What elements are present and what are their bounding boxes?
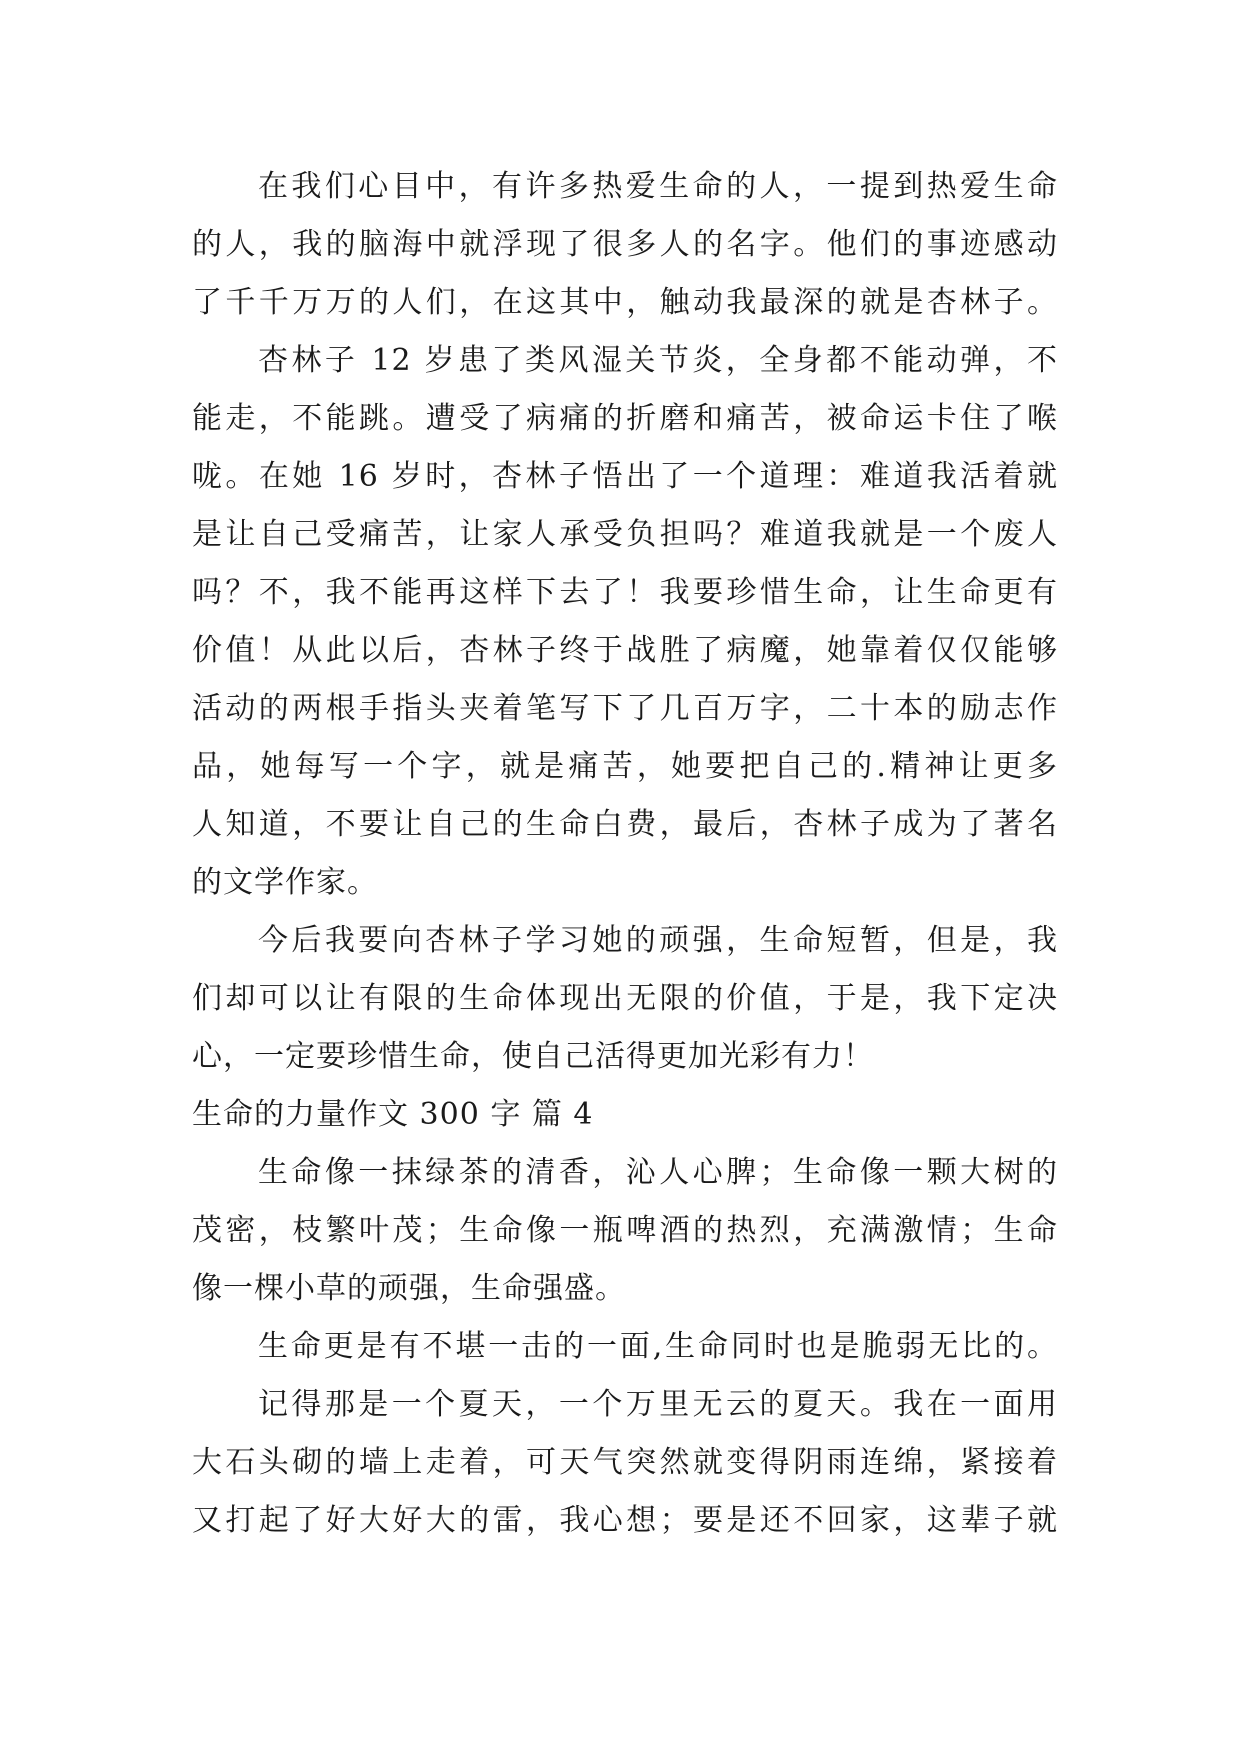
text-line: 生命像一抹绿茶的清香，沁人心脾；生命像一颗大树的 bbox=[258, 1155, 1058, 1190]
text-line: 像一棵小草的顽强，生命强盛。 bbox=[192, 1271, 626, 1306]
text-line: 咙。在她 16 岁时，杏林子悟出了一个道理：难道我活着就 bbox=[192, 459, 1058, 494]
document-body bbox=[192, 158, 1058, 1550]
text-line: 了千千万万的人们，在这其中，触动我最深的就是杏林子。 bbox=[192, 285, 1058, 320]
text-line: 吗？不，我不能再这样下去了！我要珍惜生命，让生命更有 bbox=[192, 575, 1058, 610]
text-line: 价值！从此以后，杏林子终于战胜了病魔，她靠着仅仅能够 bbox=[192, 633, 1058, 668]
text-line: 今后我要向杏林子学习她的顽强，生命短暂，但是，我 bbox=[258, 923, 1058, 958]
text-line: 茂密，枝繁叶茂；生命像一瓶啤酒的热烈，充满激情；生命 bbox=[192, 1213, 1058, 1248]
text-line: 记得那是一个夏天，一个万里无云的夏天。我在一面用 bbox=[258, 1387, 1058, 1422]
text-line: 生命更是有不堪一击的一面,生命同时也是脆弱无比的。 bbox=[258, 1329, 1058, 1364]
text-line: 是让自己受痛苦，让家人承受负担吗？难道我就是一个废人 bbox=[192, 517, 1058, 552]
text-line: 又打起了好大好大的雷，我心想；要是还不回家，这辈子就 bbox=[192, 1503, 1058, 1538]
text-line: 们却可以让有限的生命体现出无限的价值，于是，我下定决 bbox=[192, 981, 1058, 1016]
text-line: 活动的两根手指头夹着笔写下了几百万字，二十本的励志作 bbox=[192, 691, 1058, 726]
text-line: 能走，不能跳。遭受了病痛的折磨和痛苦，被命运卡住了喉 bbox=[192, 401, 1058, 436]
text-line: 的人，我的脑海中就浮现了很多人的名字。他们的事迹感动 bbox=[192, 227, 1058, 262]
text-line: 大石头砌的墙上走着，可天气突然就变得阴雨连绵，紧接着 bbox=[192, 1445, 1058, 1480]
text-line: 杏林子 12 岁患了类风湿关节炎，全身都不能动弹，不 bbox=[258, 343, 1058, 378]
text-line: 人知道，不要让自己的生命白费，最后，杏林子成为了著名 bbox=[192, 807, 1058, 842]
text-line: 的文学作家。 bbox=[192, 865, 378, 900]
text-line: 在我们心目中，有许多热爱生命的人，一提到热爱生命 bbox=[258, 169, 1058, 204]
text-line: 心，一定要珍惜生命，使自己活得更加光彩有力！ bbox=[192, 1039, 874, 1074]
section-heading: 生命的力量作文 300 字 篇 4 bbox=[192, 1097, 594, 1132]
text-line: 品，她每写一个字，就是痛苦，她要把自己的.精神让更多 bbox=[192, 749, 1058, 784]
